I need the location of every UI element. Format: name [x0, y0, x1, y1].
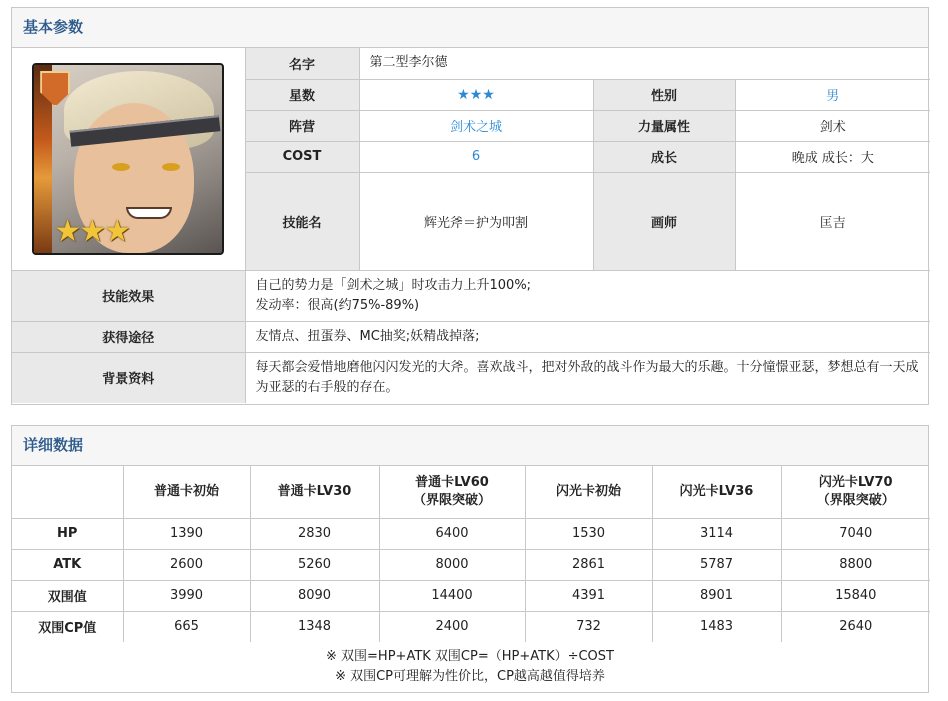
skill-effect-line2: 发动率：很高(约75%-89%) — [255, 297, 420, 313]
stats-table — [12, 466, 930, 642]
skill-effect-line1: 自己的势力是「剑术之城」时攻击力上升100%; — [255, 277, 532, 293]
gender-label: 性别 — [593, 79, 735, 110]
table-cell: 6400 — [379, 518, 525, 549]
table-cell: 2600 — [123, 549, 250, 580]
skill-effect-label: 技能效果 — [12, 270, 245, 321]
character-portrait — [32, 63, 224, 255]
note-formula: ※ 双围=HP+ATK 双围CP=（HP+ATK）÷COST — [326, 649, 614, 664]
col-header-normal-lv60-line2: （界限突破） — [412, 492, 491, 508]
background-label: 背景资料 — [12, 352, 245, 403]
table-row — [12, 580, 930, 611]
portrait-stars-icon: ★★★ — [54, 213, 129, 249]
obtain-label: 获得途径 — [12, 321, 245, 352]
col-header-normal-initial: 普通卡初始 — [123, 466, 250, 518]
skill-name-value: 辉光斧＝护为叩割 — [359, 172, 593, 270]
name-value: 第二型李尔德 — [359, 48, 930, 79]
table-cell: 1530 — [525, 518, 652, 549]
col-header-shine-lv70-line1: 闪光卡LV70 — [818, 474, 893, 490]
growth-label: 成长 — [593, 141, 735, 172]
table-cell: 1483 — [652, 611, 781, 642]
table-row — [12, 611, 930, 642]
table-cell: 5787 — [652, 549, 781, 580]
table-cell: 8000 — [379, 549, 525, 580]
table-cell: 2830 — [250, 518, 379, 549]
name-label: 名字 — [245, 48, 359, 79]
col-header-normal-lv60 — [379, 466, 525, 518]
row-label-dual-cp: 双围CP值 — [12, 611, 123, 642]
skill-name-label: 技能名 — [245, 172, 359, 270]
background-value: 每天都会爱惜地磨他闪闪发光的大斧。喜欢战斗，把对外敌的战斗作为最大的乐趣。十分憧憬亚瑟，梦想总有一天成为亚瑟的右手般的存在。 — [245, 352, 930, 403]
table-row — [12, 549, 930, 580]
stars-value: ★★★ — [359, 79, 593, 110]
col-header-shine-initial: 闪光卡初始 — [525, 466, 652, 518]
detail-stats-panel — [11, 425, 929, 693]
portrait-cell — [12, 48, 245, 270]
detail-stats-title: 详细数据 — [12, 426, 928, 466]
stats-notes — [12, 642, 928, 687]
table-cell: 2640 — [781, 611, 930, 642]
table-cell: 2400 — [379, 611, 525, 642]
col-header-shine-lv70-line2: （界限突破） — [816, 492, 895, 508]
table-cell: 15840 — [781, 580, 930, 611]
basic-params-panel — [11, 7, 929, 405]
table-cell: 2861 — [525, 549, 652, 580]
table-cell: 8800 — [781, 549, 930, 580]
gender-value[interactable]: 男 — [735, 79, 930, 110]
portrait-eye-left — [112, 163, 130, 171]
table-row — [12, 518, 930, 549]
power-value: 剑术 — [735, 110, 930, 141]
artist-value: 匡吉 — [735, 172, 930, 270]
table-cell: 8901 — [652, 580, 781, 611]
portrait-mouth — [126, 207, 172, 219]
camp-label: 阵营 — [245, 110, 359, 141]
table-cell: 7040 — [781, 518, 930, 549]
table-cell: 14400 — [379, 580, 525, 611]
artist-label: 画师 — [593, 172, 735, 270]
col-header-shine-lv36: 闪光卡LV36 — [652, 466, 781, 518]
col-header-normal-lv30: 普通卡LV30 — [250, 466, 379, 518]
row-label-atk: ATK — [12, 549, 123, 580]
power-label: 力量属性 — [593, 110, 735, 141]
portrait-eye-right — [162, 163, 180, 171]
table-cell: 732 — [525, 611, 652, 642]
cost-value-link[interactable]: 6 — [359, 141, 593, 172]
cost-label: COST — [245, 141, 359, 172]
skill-effect-value — [245, 270, 930, 321]
stats-corner — [12, 466, 123, 518]
table-cell: 4391 — [525, 580, 652, 611]
table-cell: 8090 — [250, 580, 379, 611]
basic-params-table — [12, 48, 930, 403]
row-label-dual: 双围值 — [12, 580, 123, 611]
table-cell: 5260 — [250, 549, 379, 580]
obtain-value: 友情点、扭蛋券、MC抽奖;妖精战掉落; — [245, 321, 930, 352]
note-cp-explain: ※ 双围CP可理解为性价比，CP越高越值得培养 — [335, 669, 605, 684]
table-cell: 3114 — [652, 518, 781, 549]
camp-value-link[interactable]: 剑术之城 — [359, 110, 593, 141]
stars-label: 星数 — [245, 79, 359, 110]
col-header-shine-lv70 — [781, 466, 930, 518]
table-cell: 1390 — [123, 518, 250, 549]
table-cell: 1348 — [250, 611, 379, 642]
row-label-hp: HP — [12, 518, 123, 549]
basic-params-title: 基本参数 — [12, 8, 928, 48]
col-header-normal-lv60-line1: 普通卡LV60 — [415, 474, 489, 490]
table-cell: 665 — [123, 611, 250, 642]
growth-value: 晚成 成长：大 — [735, 141, 930, 172]
table-cell: 3990 — [123, 580, 250, 611]
